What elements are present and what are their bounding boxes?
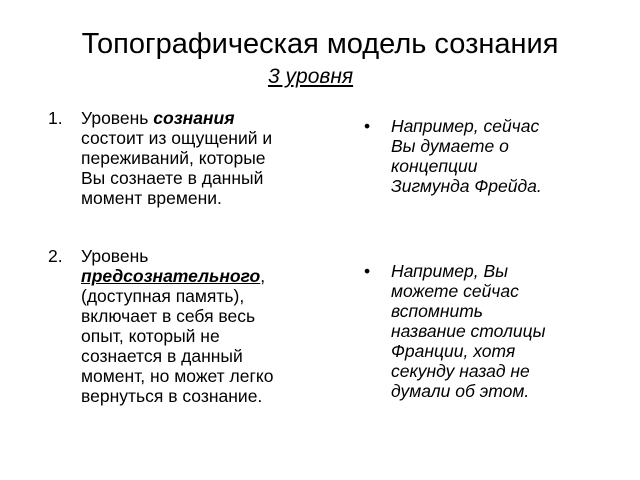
slide-title: Топографическая модель сознания (81, 28, 559, 60)
text-line (81, 108, 272, 128)
list-item-preconscious (48, 246, 338, 406)
text-line: концепции (391, 156, 478, 176)
text-line (81, 266, 273, 286)
text-line: момент времени. (81, 188, 222, 208)
text-line: Зигмунда Фрейда. (391, 176, 542, 196)
bullet-item-example-2 (364, 261, 614, 401)
left-column (48, 108, 338, 406)
bullet-icon: • (364, 261, 371, 281)
text-line: Уровень (81, 246, 149, 266)
text-line: название столицы (391, 321, 546, 341)
text-line: сознается в данный (81, 346, 243, 366)
bullet-item-example-1 (364, 116, 614, 196)
text-line: момент, но может легко (81, 366, 274, 386)
text-fragment: , (260, 266, 266, 286)
right-column (364, 116, 614, 401)
text-line: включает в себя весь (81, 306, 256, 326)
text-line: секунду назад не (391, 361, 530, 381)
text-line: переживаний, которые (81, 148, 266, 168)
bullet-icon: • (364, 116, 371, 136)
text-line: состоит из ощущений и (81, 128, 273, 148)
text-line: думали об этом. (391, 381, 530, 401)
emphasized-term: предсознательного (81, 266, 261, 286)
list-number: 1. (48, 108, 63, 128)
bullet-item-text (391, 116, 542, 196)
bullet-item-text (391, 261, 546, 401)
text-line: Вы думаете о (391, 136, 509, 156)
text-line: Вы сознаете в данный (81, 168, 264, 188)
text-fragment: Уровень (81, 108, 154, 128)
text-line: вспомнить (391, 301, 484, 321)
text-line: опыт, который не (81, 326, 220, 346)
list-item-text (81, 246, 273, 406)
text-line: (доступная память), (81, 286, 245, 306)
emphasized-term: сознания (153, 108, 235, 128)
text-line: Франции, хотя (391, 341, 516, 361)
text-line: вернуться в сознание. (81, 386, 263, 406)
slide-subtitle: 3 уровня (268, 65, 354, 88)
list-number: 2. (48, 246, 63, 266)
text-line: Например, Вы (391, 261, 509, 281)
text-line: Например, сейчас (391, 116, 540, 136)
list-item-conscious (48, 108, 338, 208)
text-line: можете сейчас (391, 281, 519, 301)
list-item-text (81, 108, 272, 208)
